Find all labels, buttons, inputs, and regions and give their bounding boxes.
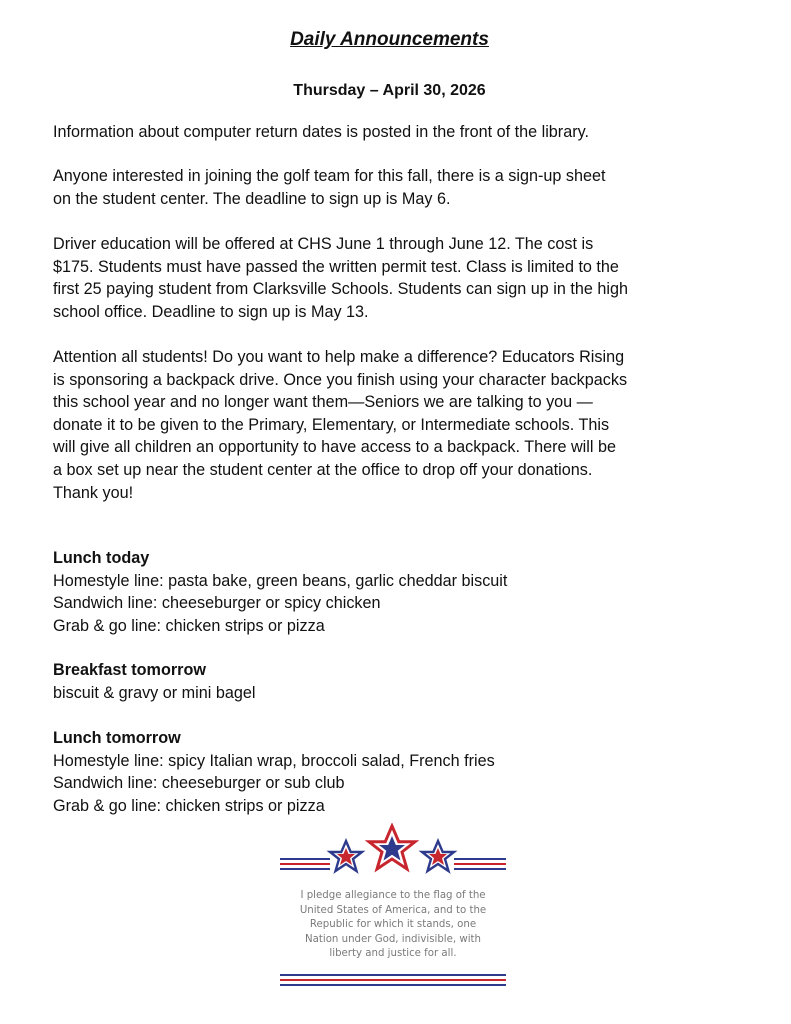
announcement-backpack-drive — [53, 346, 743, 504]
announcement-driver-ed — [53, 233, 743, 323]
line: a box set up near the student center at the office to drop off your donations. — [53, 460, 593, 479]
breakfast-tomorrow-menu — [53, 659, 743, 704]
menu-heading: Breakfast tomorrow — [53, 661, 206, 679]
pledge-line: I pledge allegiance to the flag of the — [300, 890, 486, 901]
line: will give all children an opportunity to have access to a backpack. There will be — [53, 438, 616, 457]
line: is sponsoring a backpack drive. Once you finish using your character backpacks — [53, 370, 628, 389]
menu-item: biscuit & gravy or mini bagel — [53, 683, 256, 702]
pledge-line: United States of America, and to the — [299, 904, 487, 916]
pledge-line: Republic for which it stands, one — [309, 919, 477, 931]
menu-item: Sandwich line: cheeseburger or sub club — [53, 774, 345, 793]
page-date: Thursday – April 30, 2026 — [293, 82, 486, 99]
announcement-library — [53, 121, 743, 144]
line: Driver education will be offered at CHS June 1 through June 12. The cost is — [53, 235, 594, 253]
pledge-line: Nation under God, indivisible, with — [305, 933, 481, 945]
line: school office. Deadline to sign up is May 13. — [53, 302, 369, 321]
menu-item: Homestyle line: pasta bake, green beans, garlic cheddar biscuit — [53, 571, 508, 590]
line: this school year and no longer want them—Seniors we are talking to you — — [53, 393, 593, 412]
line: first 25 paying student from Clarksville Schools. Students can sign up in the high — [53, 280, 628, 299]
pledge-line: liberty and justice for all. — [329, 948, 457, 960]
lunch-today-menu — [53, 547, 743, 637]
menu-heading: Lunch tomorrow — [53, 729, 181, 747]
line: Thank you! — [53, 483, 134, 502]
menu-heading: Lunch today — [53, 549, 150, 567]
announcement-golf — [53, 165, 743, 210]
menu-item: Grab & go line: chicken strips or pizza — [53, 796, 325, 815]
line: Anyone interested in joining the golf team for this fall, there is a sign-up sheet — [53, 167, 606, 185]
line: on the student center. The deadline to sign up is May 6. — [53, 189, 451, 208]
line: Information about computer return dates is posted in the front of the library. — [53, 123, 589, 141]
lunch-tomorrow-menu — [53, 727, 743, 817]
menu-item: Homestyle line: spicy Italian wrap, broccoli salad, French fries — [53, 751, 495, 770]
line: donate it to be given to the Primary, Elementary, or Intermediate schools. This — [53, 415, 610, 434]
pledge-graphic — [278, 823, 508, 993]
line: $175. Students must have passed the written permit test. Class is limited to the — [53, 257, 619, 276]
page-title: Daily Announcements — [290, 29, 489, 50]
menu-item: Sandwich line: cheeseburger or spicy chicken — [53, 594, 381, 613]
menu-item: Grab & go line: chicken strips or pizza — [53, 616, 325, 635]
pledge-of-allegiance — [278, 889, 508, 962]
line: Attention all students! Do you want to help make a difference? Educators Rising — [53, 348, 625, 366]
